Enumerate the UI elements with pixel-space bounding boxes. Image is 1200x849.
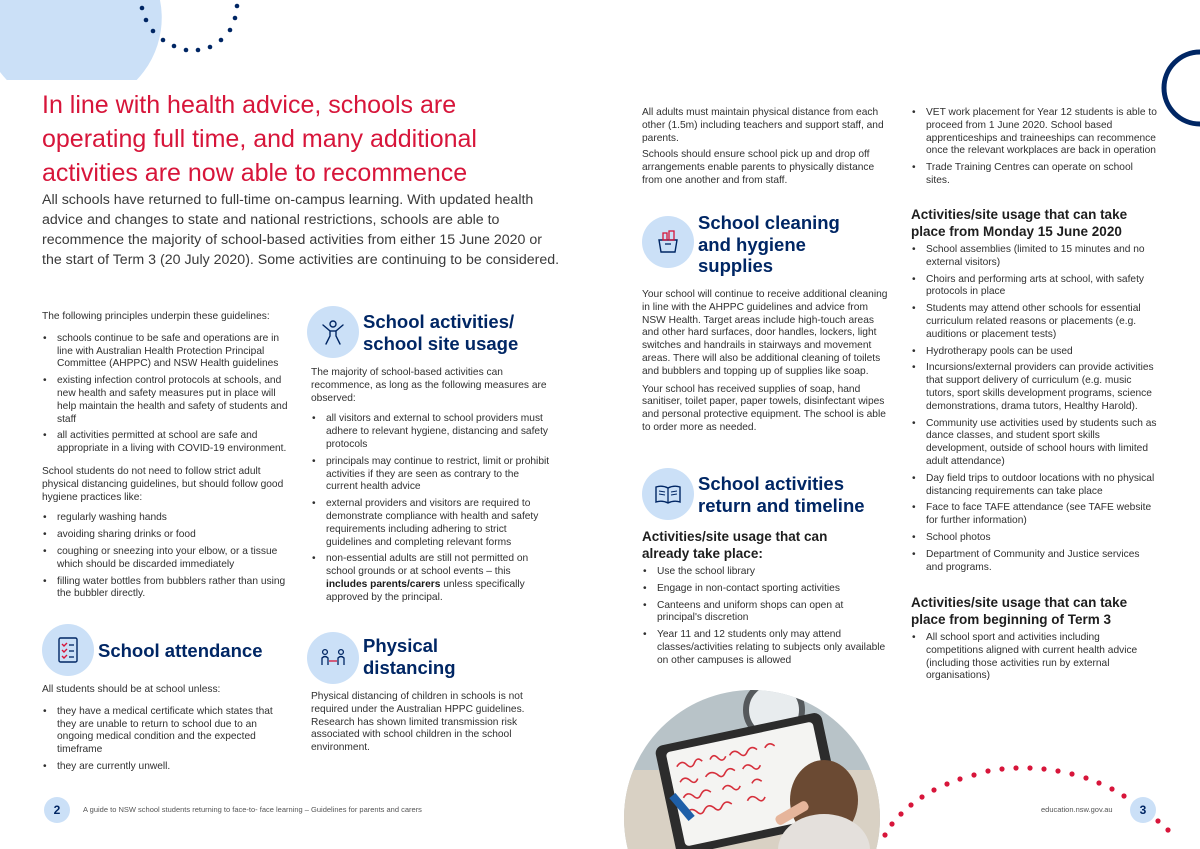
- heading-line: distancing: [363, 656, 456, 678]
- list-item: • schools continue to be safe and operations are in line with Australian Health Protection Principal Committee (AHPPC) and NSW Health guidelines: [42, 333, 290, 371]
- list-item: • Engage in non-contact sporting activities: [642, 583, 890, 596]
- attendance-section: [42, 684, 290, 778]
- footer-left-text: A guide to NSW school students returning to face-to- face learning – Guidelines for parents and carers: [83, 805, 422, 814]
- list-item: • they have a medical certificate which states that they are unable to return to school due to an ongoing medical condition and the expected timeframe: [42, 706, 290, 757]
- page-title-line: activities are now able to recommence: [42, 159, 468, 187]
- adults-paragraph: Schools should ensure school pick up and drop off arrangements enable parents to physically distance from one another and from staff.: [642, 149, 875, 186]
- list-item-text: non-essential adults are still not permitted on school grounds or at school events – this: [326, 553, 529, 578]
- activities-heading: [363, 311, 518, 354]
- activities-list: [311, 413, 551, 604]
- heading-line: return and timeline: [698, 494, 865, 516]
- list-item: • they are currently unwell.: [42, 761, 290, 774]
- list-item: • Day field trips to outdoor locations with no physical distancing requirements can take place: [911, 473, 1159, 499]
- list-item: • Incursions/external providers can provide activities that support delivery of curriculum (e.g. music tutors, sport skills development programs, science demonstrations, drama tutors, Healthy Harold).: [911, 362, 1159, 413]
- hygiene-lead: School students do not need to follow strict adult physical distancing guidelines, but should follow good hygiene practices like:: [42, 465, 284, 503]
- cleaning-heading: [698, 212, 840, 277]
- list-item: • Year 11 and 12 students only may attend classes/activities relating to subjects only available on other campuses is allowed: [642, 629, 890, 667]
- hygiene-list: [42, 512, 290, 601]
- principles-section: [42, 311, 290, 605]
- list-item: • all activities permitted at school are safe and appropriate in a living with COVID-19 environment.: [42, 430, 290, 456]
- attendance-icon-circle: [42, 624, 94, 676]
- heading-line: School cleaning: [698, 212, 840, 233]
- term3-list: [911, 632, 1159, 687]
- list-item: • principals may continue to restrict, limit or prohibit activities if they are seen as contrary to the current health advice: [311, 456, 551, 494]
- list-item: • School photos: [911, 532, 1159, 545]
- timeline-icon-circle: [642, 468, 694, 520]
- principles-list: [42, 333, 290, 456]
- distancing-text: Physical distancing of children in schools is not required under the Australian HPPC guidelines. Research has shown limited transmission risk associated with school children in the school environment.: [311, 691, 525, 754]
- already-list: [642, 566, 890, 672]
- june-list: [911, 244, 1159, 578]
- person-star-icon: [318, 317, 348, 347]
- heading-line: place from Monday 15 June 2020: [911, 223, 1122, 239]
- attendance-heading: School attendance: [98, 640, 263, 661]
- page-title-line: operating full time, and many additional: [42, 125, 477, 153]
- attendance-list: [42, 706, 290, 774]
- list-item: • avoiding sharing drinks or food: [42, 529, 290, 542]
- list-item: [311, 553, 551, 604]
- list-item: • filling water bottles from bubblers rather than using the bubbler directly.: [42, 576, 290, 602]
- heading-line: already take place:: [642, 545, 763, 561]
- student-whiteboard-photo: [624, 680, 880, 849]
- activities-lead: The majority of school-based activities can recommence, as long as the following measures are observed:: [311, 367, 547, 404]
- page-number-right: 3: [1130, 797, 1156, 823]
- adults-section: [642, 107, 890, 195]
- list-item: • Use the school library: [642, 566, 890, 579]
- heading-line: School activities: [698, 473, 844, 494]
- heading-line: and hygiene: [698, 233, 806, 255]
- checklist-icon: [53, 635, 83, 665]
- page-number-left: 2: [44, 797, 70, 823]
- open-book-icon: [653, 479, 683, 509]
- list-item: • regularly washing hands: [42, 512, 290, 525]
- list-item: • all visitors and external to school providers must adhere to relevant hygiene, distancing and safety protocols: [311, 413, 551, 451]
- heading-line: School activities/: [363, 311, 515, 332]
- heading-line: Activities/site usage that can take: [911, 207, 1128, 222]
- cleaning-supplies-icon: [653, 227, 683, 257]
- list-item: • Students may attend other schools for essential curriculum related reasons or placements (e.g. auditions or placement tests): [911, 303, 1159, 341]
- already-heading: [642, 529, 827, 562]
- principles-lead: The following principles underpin these guidelines:: [42, 311, 270, 322]
- intro-paragraph: All schools have returned to full-time on-campus learning. With updated health advice and changes to state and national restrictions, schools are able to recommence the majority of school-based activities from either 15 June 2020 or the start of Term 3 (20 July 2020). Some activities are continuing to be considered.: [42, 192, 560, 268]
- heading-line: supplies: [698, 255, 774, 276]
- list-item: • external providers and visitors are required to demonstrate compliance with health and safety requirements including adhering to strict guidelines and completing relevant forms: [311, 498, 551, 549]
- heading-line: school site usage: [363, 332, 519, 354]
- cleaning-paragraph: Your school has received supplies of soap, hand sanitiser, toilet paper, paper towels, disinfectant wipes and personal protective equipment. The school is able to order more as needed.: [642, 383, 886, 433]
- list-item: • Community use activities used by students such as dance classes, and student sport skills development, outside of school hours with limited adult attendance): [911, 418, 1159, 469]
- page-title: [42, 88, 582, 190]
- distancing-icon-circle: [307, 632, 359, 684]
- footer-right-text: education.nsw.gov.au: [1041, 805, 1113, 814]
- distancing-heading: [363, 635, 456, 678]
- term3-heading: [911, 595, 1127, 628]
- list-item: • Trade Training Centres can operate on school sites.: [911, 162, 1159, 188]
- cleaning-paragraph: Your school will continue to receive additional cleaning in line with the AHPPC guidelines and advice from NSW Health. Target areas include high-touch areas and other hard surfaces, door handles, lockers, light switches and handrails in stairways and movement areas. There will also be additional cleaning of toilets and bubblers and topping up of supplies like soap.: [642, 289, 888, 377]
- heading-line: Activities/site usage that can take: [911, 595, 1128, 610]
- list-item: • Canteens and uniform shops can open at principal's discretion: [642, 600, 890, 626]
- list-item: • Face to face TAFE attendance (see TAFE website for further information): [911, 502, 1159, 528]
- list-item-text: unless specifically approved by the principal.: [326, 578, 525, 603]
- cleaning-icon-circle: [642, 216, 694, 268]
- list-item: • VET work placement for Year 12 students is able to proceed from 1 June 2020. School based apprenticeships and traineeships can recommence once the relevant workplaces are back in operation: [911, 107, 1159, 158]
- activities-section: [311, 367, 551, 609]
- list-item: • Hydrotherapy pools can be used: [911, 346, 1159, 359]
- cleaning-section: [642, 289, 892, 442]
- heading-line: Physical: [363, 635, 439, 656]
- adults-paragraph: All adults must maintain physical distance from each other (1.5m) including teachers and support staff, and parents.: [642, 107, 884, 144]
- june-heading: [911, 207, 1127, 240]
- list-item-bold: includes parents/carers: [326, 578, 441, 590]
- page-title-line: In line with health advice, schools are: [42, 91, 457, 119]
- activities-icon-circle: [307, 306, 359, 358]
- timeline-heading: [698, 473, 865, 516]
- list-item: • School assemblies (limited to 15 minutes and no external visitors): [911, 244, 1159, 270]
- decorative-dots-red: [880, 730, 1200, 840]
- heading-line: place from beginning of Term 3: [911, 611, 1112, 627]
- two-people-icon: [318, 643, 348, 673]
- vet-list: [911, 107, 1159, 192]
- list-item: • coughing or sneezing into your elbow, or a tissue which should be discarded immediately: [42, 546, 290, 572]
- decorative-circle-topleft: [0, 0, 250, 80]
- attendance-lead: All students should be at school unless:: [42, 684, 221, 695]
- heading-line: Activities/site usage that can: [642, 529, 828, 544]
- list-item: • Department of Community and Justice services and programs.: [911, 549, 1159, 575]
- decorative-arc-topright: [1160, 48, 1200, 128]
- list-item: • existing infection control protocols at schools, and new health and safety measures put in place will help maintain the health and safety of students and staff: [42, 375, 290, 426]
- list-item: • Choirs and performing arts at school, with safety protocols in place: [911, 274, 1159, 300]
- list-item: • All school sport and activities including competitions aligned with current health advice (including those activities run by external organisations): [911, 632, 1159, 683]
